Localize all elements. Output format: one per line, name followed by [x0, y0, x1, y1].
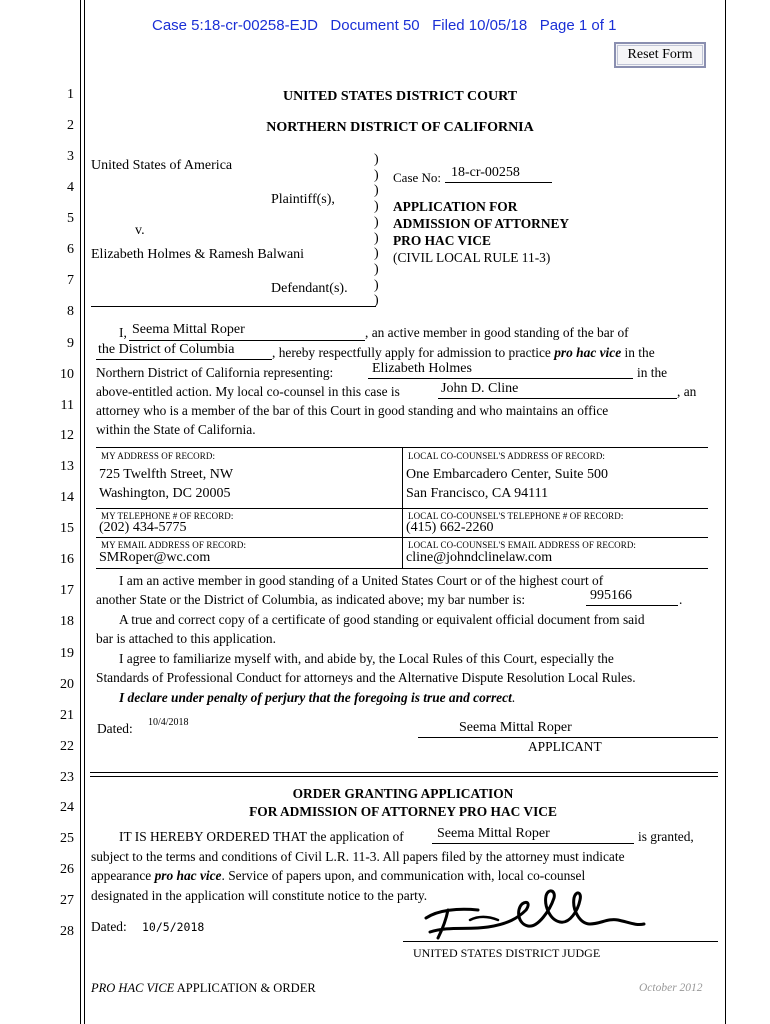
line-number: 27 [60, 893, 74, 908]
title-line-3: PRO HAC VICE [393, 233, 491, 248]
applicant-name-field[interactable]: Seema Mittal Roper [132, 322, 245, 337]
order-applicant-underline [432, 843, 634, 844]
order-dated-label: Dated: [91, 919, 127, 934]
decl-p3-a: I agree to familiarize myself with, and abide by, the Local Rules of this Court, especially the [119, 651, 614, 666]
order-title-1: ORDER GRANTING APPLICATION [292, 786, 514, 801]
case-no-label: Case No: [393, 170, 442, 185]
margin-rule-right [725, 0, 726, 1024]
line-number: 3 [67, 149, 74, 164]
app-text-4: above-entitled action. My local co-counsel in this case is [96, 384, 400, 399]
local-address-line-2[interactable]: San Francisco, CA 94111 [406, 486, 549, 501]
order-separator-1 [90, 772, 718, 773]
line-number: 6 [67, 242, 74, 257]
line-number: 25 [60, 831, 74, 846]
bar-of-underline [96, 359, 272, 360]
my-address-label: MY ADDRESS OF RECORD: [101, 451, 216, 461]
line-number: 11 [60, 398, 74, 413]
local-address-label: LOCAL CO-COUNSEL'S ADDRESS OF RECORD: [408, 451, 606, 461]
decl-p1-a: I am an active member in good standing of a United States Court or of the highest court of [119, 573, 604, 588]
order-p-c: appearance pro hac vice. Service of papers upon, and communication with, local co-counsel [91, 868, 586, 883]
line-number: 18 [60, 614, 74, 629]
order-p-b: subject to the terms and conditions of Civil L.R. 11-3. All papers filed by the attorney must indicate [91, 849, 625, 864]
reset-form-button[interactable] [614, 42, 706, 68]
applicant-signature-field[interactable]: Seema Mittal Roper [459, 720, 572, 735]
line-number: 26 [60, 862, 74, 877]
line-number: 22 [60, 739, 74, 754]
dated-field[interactable]: 10/4/2018 [148, 717, 189, 728]
signature-line [418, 737, 718, 738]
court-name: UNITED STATES DISTRICT COURT [282, 89, 518, 104]
title-line-4: (CIVIL LOCAL RULE 11-3) [393, 250, 551, 265]
app-text-1: , an active member in good standing of the bar of [365, 325, 629, 340]
my-phone-label: MY TELEPHONE # OF RECORD: [101, 511, 234, 521]
perjury-statement: I declare under penalty of perjury that the foregoing is true and correct. [119, 690, 516, 705]
line-number: 2 [67, 118, 74, 133]
bar-number-underline [586, 605, 678, 606]
my-phone-field[interactable]: (202) 434-5775 [99, 520, 187, 535]
line-number: 28 [60, 924, 74, 939]
my-email-field[interactable]: SMRoper@wc.com [99, 550, 211, 565]
order-p-a-end: is granted, [638, 829, 694, 844]
court-district: NORTHERN DISTRICT OF CALIFORNIA [266, 120, 534, 135]
order-p-a: IT IS HEREBY ORDERED THAT the application of [119, 829, 404, 844]
decl-p2-a: A true and correct copy of a certificate of good standing or equivalent official document from said [119, 612, 645, 627]
line-number: 19 [60, 646, 74, 661]
applicant-name-underline [129, 340, 365, 341]
decl-p1-end: . [679, 592, 683, 607]
line-number: 9 [67, 336, 74, 351]
local-email-field[interactable]: cline@johndclinelaw.com [406, 550, 553, 565]
filing-stamp: Case 5:18-cr-00258-EJD Document 50 Filed 10/05/18 Page 1 of 1 [152, 17, 617, 34]
applicant-label: APPLICANT [528, 739, 602, 754]
line-number: 20 [60, 677, 74, 692]
cocounsel-field[interactable]: John D. Cline [441, 381, 519, 396]
representing-underline [368, 378, 633, 379]
contact-row-1-rule [96, 508, 708, 509]
defendant-name: Elizabeth Holmes & Ramesh Balwani [91, 247, 305, 262]
cocounsel-underline [438, 398, 677, 399]
app-text-4b: , an [677, 384, 697, 399]
case-no-field[interactable]: 18-cr-00258 [451, 165, 520, 180]
app-text-3b: in the [637, 365, 668, 380]
line-number: 12 [60, 428, 74, 443]
line-number: 14 [60, 490, 74, 505]
case-no-underline [445, 182, 552, 183]
defendant-label: Defendant(s). [271, 281, 348, 296]
line-number: 17 [60, 583, 74, 598]
caption-bottom-rule [91, 306, 376, 307]
local-phone-label: LOCAL CO-COUNSEL'S TELEPHONE # OF RECORD: [408, 511, 624, 521]
footer-left: PRO HAC VICE APPLICATION & ORDER [91, 981, 316, 995]
line-number: 16 [60, 552, 74, 567]
order-dated-field[interactable]: 10/5/2018 [142, 920, 205, 934]
line-number: 7 [67, 273, 74, 288]
dated-label: Dated: [97, 721, 133, 736]
bar-of-field[interactable]: the District of Columbia [98, 342, 235, 357]
margin-rule-left-inner [84, 0, 85, 1024]
title-line-1: APPLICATION FOR [393, 199, 518, 214]
local-address-line-1[interactable]: One Embarcadero Center, Suite 500 [406, 467, 608, 482]
line-number: 8 [67, 304, 74, 319]
title-line-2: ADMISSION OF ATTORNEY [393, 216, 570, 231]
local-phone-field[interactable]: (415) 662-2260 [406, 520, 494, 535]
contact-row-2-rule [96, 537, 708, 538]
caption-parens: ) ) ) ) ) ) ) ) ) ) [374, 152, 379, 309]
line-number: 13 [60, 459, 74, 474]
judge-label: UNITED STATES DISTRICT JUDGE [413, 946, 601, 960]
margin-rule-left [80, 0, 81, 1024]
versus: v. [135, 223, 145, 238]
decl-p3-b: Standards of Professional Conduct for attorneys and the Alternative Dispute Resolution Local Rules. [96, 670, 636, 685]
line-number: 4 [67, 180, 74, 195]
plaintiff-name: United States of America [91, 158, 233, 173]
line-number: 10 [60, 367, 74, 382]
app-text-5: attorney who is a member of the bar of this Court in good standing and who maintains an office [96, 403, 609, 418]
contact-table-bottom [96, 568, 708, 569]
footer-right: October 2012 [639, 982, 703, 994]
my-address-line-1[interactable]: 725 Twelfth Street, NW [99, 467, 234, 482]
representing-field[interactable]: Elizabeth Holmes [372, 361, 472, 376]
line-number: 21 [60, 708, 74, 723]
app-text-2: , hereby respectfully apply for admission to practice pro hac vice in the [272, 345, 655, 360]
line-number: 24 [60, 800, 74, 815]
my-email-label: MY EMAIL ADDRESS OF RECORD: [101, 540, 247, 550]
order-applicant-field[interactable]: Seema Mittal Roper [437, 826, 550, 841]
line-number: 15 [60, 521, 74, 536]
line-number: 1 [67, 87, 74, 102]
i-prefix: I, [119, 325, 127, 340]
local-email-label: LOCAL CO-COUNSEL'S EMAIL ADDRESS OF RECORD: [408, 540, 637, 550]
line-number: 5 [67, 211, 74, 226]
line-number: 23 [60, 770, 74, 785]
order-p-d: designated in the application will constitute notice to the party. [91, 888, 428, 903]
reset-form-label: Reset Form [627, 47, 693, 62]
decl-p1-b: another State or the District of Columbia, as indicated above; my bar number is: [96, 592, 526, 607]
judge-signature-line [403, 941, 718, 942]
order-title-2: FOR ADMISSION OF ATTORNEY PRO HAC VICE [249, 804, 557, 819]
decl-p2-b: bar is attached to this application. [96, 631, 276, 646]
bar-number-field[interactable]: 995166 [590, 588, 632, 603]
order-separator-2 [90, 776, 718, 777]
app-text-6: within the State of California. [96, 422, 256, 437]
judge-signature-image [418, 880, 648, 945]
my-address-line-2[interactable]: Washington, DC 20005 [99, 486, 231, 501]
plaintiff-label: Plaintiff(s), [271, 192, 335, 207]
app-text-3: Northern District of California representing: [96, 365, 334, 380]
